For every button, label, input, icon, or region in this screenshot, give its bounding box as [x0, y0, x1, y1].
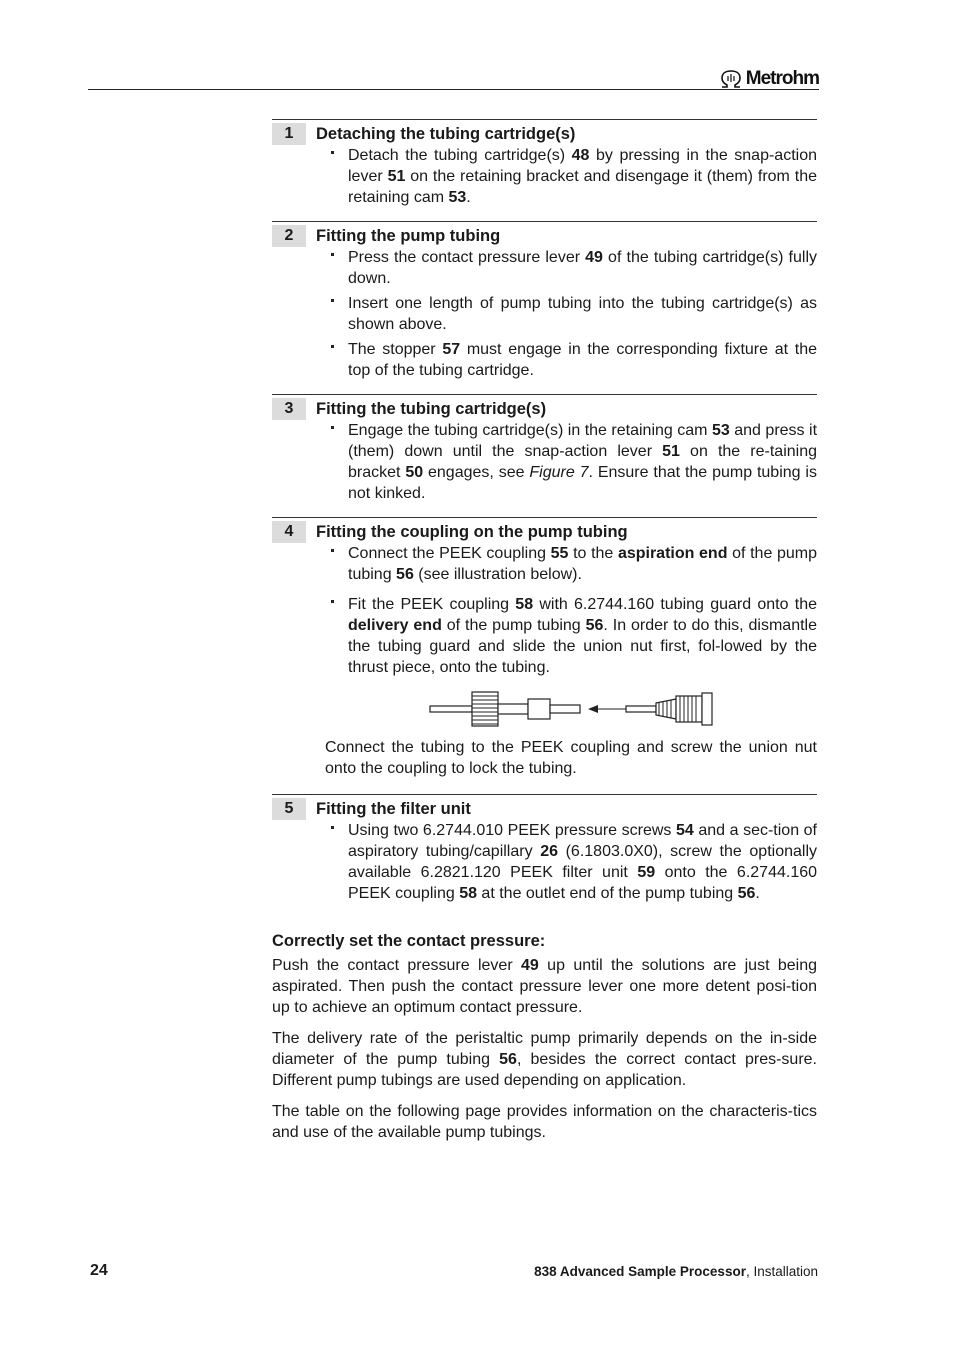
metrohm-omega-icon: [719, 69, 743, 89]
step-3: [272, 394, 817, 504]
page-number: 24: [90, 1262, 108, 1279]
section-heading: Correctly set the contact pressure:: [272, 932, 546, 950]
bullet-item: Engage the tubing cartridge(s) in the retaining cam 53 and press it (them) down until the snap-action lever 51 on the re-taining bracket 50 engages, see Figure 7. Ensure that the pump tubing is not kinked.: [326, 420, 817, 504]
step-bullets: [272, 247, 817, 381]
bullet-item: Press the contact pressure lever 49 of the tubing cartridge(s) fully down.: [326, 247, 817, 289]
bullet-item: Insert one length of pump tubing into the tubing cartridge(s) as shown above.: [326, 293, 817, 335]
step-bullets: [272, 543, 817, 678]
step-title: Fitting the pump tubing: [316, 226, 501, 245]
paragraph: Push the contact pressure lever 49 up until the solutions are just being aspirated. Then push the contact pressure lever one more detent posi-tion up to achieve an optimum contact pressure.: [272, 957, 818, 1016]
bullet-item: Fit the PEEK coupling 58 with 6.2744.160 tubing guard onto the delivery end of the pump tubing 56. In order to do this, dismantle the tubing guard and slide the union nut first, fol-lowed by the thrust piece, onto the tubing.: [326, 594, 817, 678]
step-5: [272, 794, 817, 904]
brand-name: Metrohm: [745, 68, 819, 89]
step-title: Detaching the tubing cartridge(s): [316, 124, 576, 143]
coupling-illustration: [272, 689, 817, 729]
metrohm-logo: [719, 68, 819, 90]
step-title: Fitting the filter unit: [316, 799, 471, 818]
doc-title-bold: 838 Advanced Sample Processor: [534, 1264, 746, 1279]
step-number: 4: [272, 521, 306, 543]
step-number: 5: [272, 798, 306, 820]
doc-title-suffix: , Installation: [745, 1264, 818, 1279]
step-bullets: [272, 820, 817, 904]
step-title: Fitting the coupling on the pump tubing: [316, 522, 628, 541]
step-number: 2: [272, 225, 306, 247]
step-bullets: [272, 145, 817, 208]
peek-coupling-diagram: [428, 689, 718, 729]
step-number: 1: [272, 123, 306, 145]
main-content: [272, 119, 817, 1153]
header-rule: [88, 89, 819, 90]
step-note: Connect the tubing to the PEEK coupling and screw the union nut onto the coupling to lock the tubing.: [325, 739, 817, 777]
step-title: Fitting the tubing cartridge(s): [316, 399, 547, 418]
document-title: [534, 1264, 818, 1279]
step-number: 3: [272, 398, 306, 420]
step-1: [272, 119, 817, 208]
bullet-item: The stopper 57 must engage in the corresponding fixture at the top of the tubing cartridge.: [326, 339, 817, 381]
step-2: [272, 221, 817, 381]
bullet-item: Using two 6.2744.010 PEEK pressure screws 54 and a sec-tion of aspiratory tubing/capillary 26 (6.1803.0X0), screw the optionally available 6.2821.120 PEEK filter unit 59 onto the 6.2744.160 PEEK coupling 58 at the outlet end of the pump tubing 56.: [326, 820, 817, 904]
paragraph: The delivery rate of the peristaltic pump primarily depends on the in-side diameter of the pump tubing 56, besides the correct contact pres-sure. Different pump tubings are used depending on application.: [272, 1030, 817, 1089]
paragraph: The table on the following page provides information on the characteris-tics and use of the available pump tubings.: [272, 1103, 817, 1141]
step-4: [272, 517, 817, 779]
bullet-item: Detach the tubing cartridge(s) 48 by pressing in the snap-action lever 51 on the retaining bracket and disengage it (them) from the retaining cam 53.: [326, 145, 817, 208]
bullet-item: Connect the PEEK coupling 55 to the aspiration end of the pump tubing 56 (see illustration below).: [326, 543, 817, 585]
step-bullets: [272, 420, 817, 504]
